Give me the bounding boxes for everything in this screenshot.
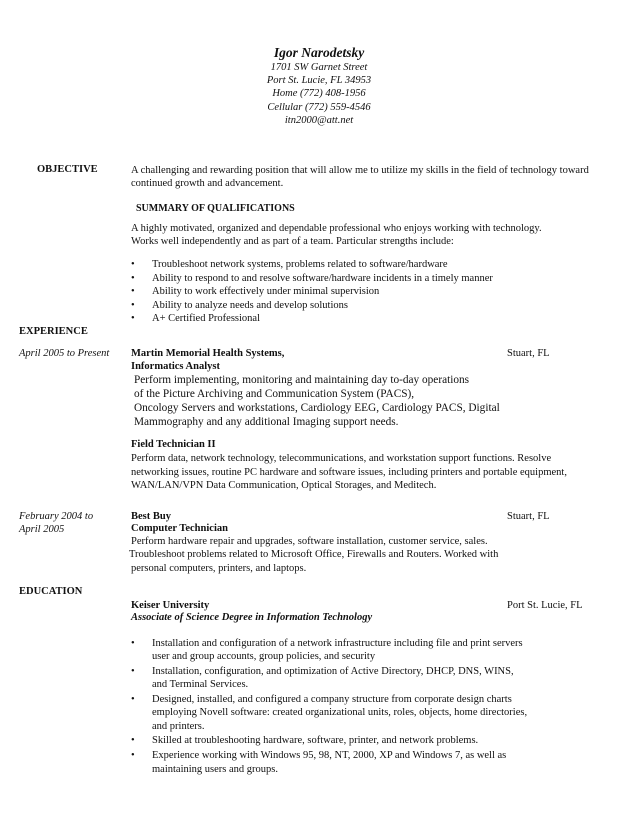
- list-item: • Installation and configuration of a network infrastructure including file and print servers user and group accounts, group policies, and security: [131, 638, 523, 663]
- objective-heading: OBJECTIVE: [37, 164, 98, 175]
- list-item: • Troubleshoot network systems, problems related to software/hardware: [131, 259, 448, 270]
- summary-list: [131, 258, 611, 326]
- job-company: Best Buy: [131, 511, 171, 522]
- cell-phone: Cellular (772) 559-4546: [267, 101, 371, 113]
- email: itn2000@att.net: [284, 114, 354, 126]
- job-description: Perform hardware repair and upgrades, software installation, customer service, sales. Troubleshoot problems related to Microsoft Office, Firewalls and Routers. Worked with personal computers, printers, and laptops.: [129, 536, 499, 574]
- job-description: Perform implementing, monitoring and maintaining day to-day operations of the Picture Archiving and Communication System (PACS), Oncology Servers and workstations, Cardiology EEG, Cardiology PACS, Digital Mammography and any additional Imaging support needs.: [134, 374, 500, 428]
- job-date: April 2005 to Present: [19, 348, 110, 359]
- bullet-icon: •: [131, 313, 135, 324]
- job-description-2: Perform data, network technology, telecommunications, and workstation support functions. Resolve networking issues, routine PC hardware and software issues, including printers and portable equipment, WAN/LAN/VPN Data Communication, Optical Storages, and Meditech.: [131, 453, 567, 491]
- job-title-2: Field Technician II: [131, 439, 216, 450]
- bullet-icon: •: [131, 272, 135, 284]
- bullet-icon: •: [131, 666, 135, 678]
- objective-line-1: A challenging and rewarding position that will allow me to utilize my skills in the field of technology toward: [131, 165, 589, 176]
- list-item: • Ability to work effectively under minimal supervision: [131, 286, 380, 297]
- summary-line-2: Works well independently and as part of a team. Particular strengths include:: [131, 236, 454, 247]
- job-title: Informatics Analyst: [131, 361, 220, 372]
- list-item: • Installation, configuration, and optimization of Active Directory, DHCP, DNS, WINS, and Terminal Services.: [131, 666, 514, 691]
- list-item: • Designed, installed, and configured a company structure from corporate design charts employing Novell software: created organizational units, roles, objects, home directories, and printers.: [131, 694, 528, 732]
- home-phone: Home (772) 408-1956: [272, 88, 366, 100]
- job-date: February 2004 to April 2005: [19, 511, 94, 535]
- list-item: • A+ Certified Professional: [131, 313, 260, 324]
- summary-intro: [131, 222, 621, 248]
- job-company: Martin Memorial Health Systems,: [131, 348, 285, 359]
- bullet-icon: •: [131, 286, 135, 297]
- bullet-icon: •: [131, 259, 135, 270]
- objective-line-2: continued growth and advancement.: [131, 178, 284, 189]
- objective-text: [131, 164, 621, 190]
- bullet-icon: •: [131, 638, 135, 649]
- school-location: Port St. Lucie, FL: [507, 600, 583, 611]
- summary-line-1: A highly motivated, organized and dependable professional who enjoys working with technology.: [131, 223, 542, 234]
- job-location: Stuart, FL: [507, 511, 550, 522]
- experience-heading: EXPERIENCE: [19, 326, 88, 337]
- bullet-icon: •: [131, 694, 135, 706]
- job-location: Stuart, FL: [507, 348, 550, 359]
- degree: Associate of Science Degree in Information Technology: [131, 612, 373, 623]
- list-item: • Skilled at troubleshooting hardware, software, printer, and network problems.: [131, 735, 479, 747]
- address-line-2: Port St. Lucie, FL 34953: [266, 75, 372, 87]
- address-line-1: 1701 SW Garnet Street: [270, 62, 368, 73]
- list-item: • Experience working with Windows 95, 98, NT, 2000, XP and Windows 7, as well as maintaining users and groups.: [131, 750, 507, 775]
- education-list: [131, 637, 611, 777]
- resume-header: [0, 44, 638, 127]
- bullet-icon: •: [131, 299, 135, 311]
- bullet-icon: •: [131, 735, 135, 747]
- school-name: Keiser University: [131, 600, 210, 611]
- list-item: • Ability to analyze needs and develop solutions: [131, 299, 348, 311]
- bullet-icon: •: [131, 750, 135, 762]
- list-item: • Ability to respond to and resolve software/hardware incidents in a timely manner: [131, 272, 493, 284]
- education-heading: EDUCATION: [19, 586, 83, 597]
- summary-heading: SUMMARY OF QUALIFICATIONS: [136, 203, 295, 214]
- job-title: Computer Technician: [131, 523, 228, 534]
- candidate-name: Igor Narodetsky: [273, 45, 365, 60]
